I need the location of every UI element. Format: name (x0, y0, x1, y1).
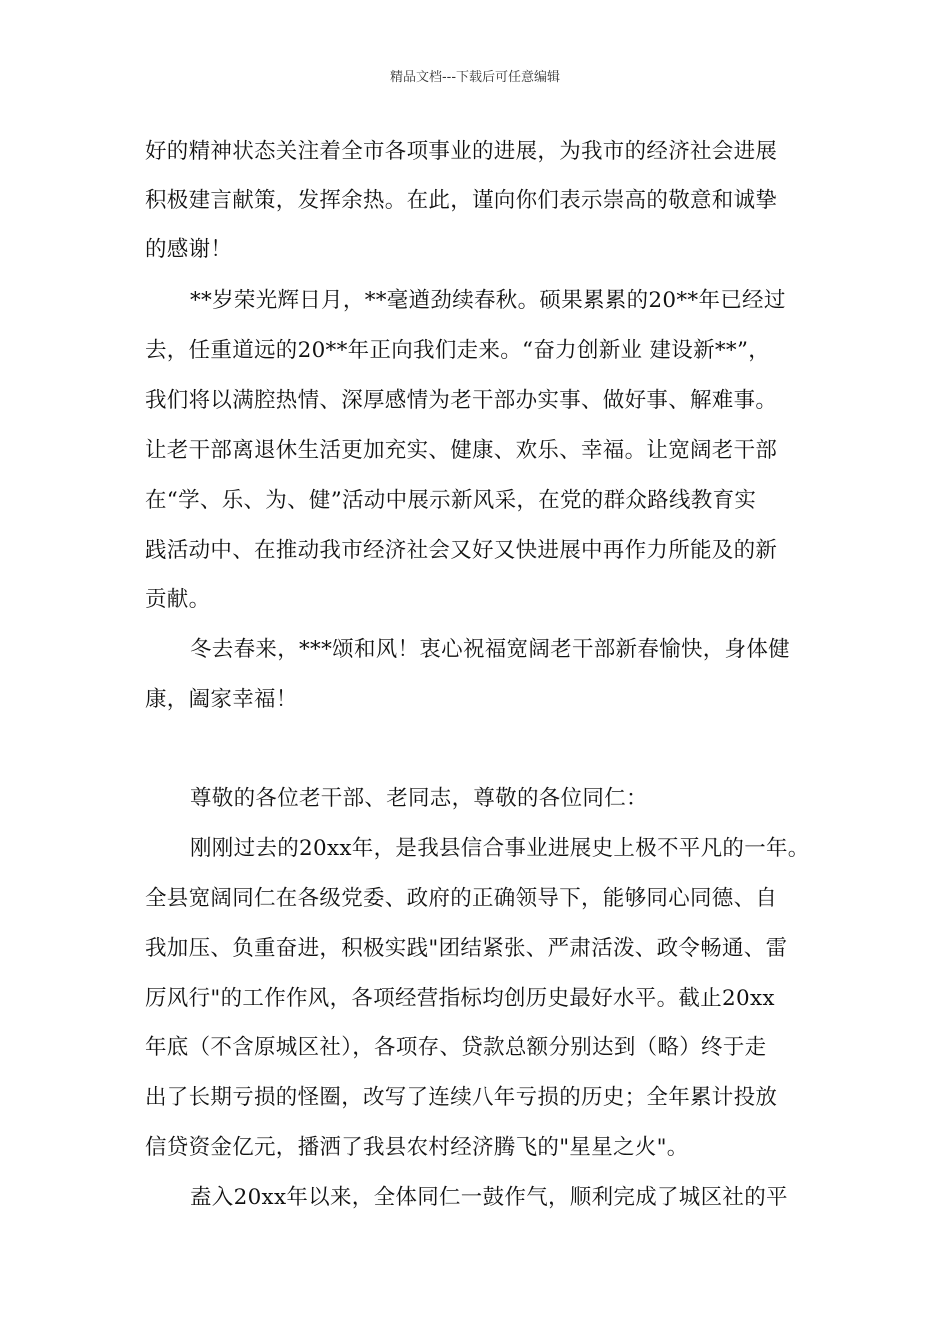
text-line: 年底（不含原城区社），各项存、贷款总额分别达到（略）终于走 (145, 1035, 767, 1060)
text-line: 去，任重道远的20**年正向我们走来。“奋力创新业 建设新**”， (145, 338, 771, 363)
text-line: 刚刚过去的20xx年，是我县信合事业进展史上极不平凡的一年。 (190, 836, 810, 861)
text-line: **岁荣光辉日月，**毫遒劲续春秋。硕果累累的20**年已经过 (190, 288, 786, 313)
text-line: 厉风行"的工作作风，各项经营指标均创历史最好水平。截止20xx (145, 986, 775, 1011)
text-line: 康，阖家幸福！ (145, 687, 298, 712)
text-line: 我加压、负重奋进，积极实践"团结紧张、严肃活泼、政令畅通、雷 (145, 936, 788, 961)
text-line: 在“学、乐、为、健”活动中展示新风采，在党的群众路线教育实 (145, 488, 757, 513)
text-line: 冬去春来，***颂和风！衷心祝福宽阔老干部新春愉快，身体健 (190, 637, 790, 662)
text-line: 全县宽阔同仁在各级党委、政府的正确领导下，能够同心同德、自 (145, 886, 778, 911)
text-line: 积极建言献策，发挥余热。在此，谨向你们表示崇高的敬意和诚挚 (145, 188, 778, 213)
text-line: 好的精神状态关注着全市各项事业的进展，为我市的经济社会进展 (145, 139, 778, 164)
text-line: 出了长期亏损的怪圈，改写了连续八年亏损的历史；全年累计投放 (145, 1085, 778, 1110)
text-line: 践活动中、在推动我市经济社会又好又快进展中再作力所能及的新 (145, 538, 778, 563)
page-header: 精品文档---下载后可任意编辑 (389, 70, 561, 85)
text-line: 我们将以满腔热情、深厚感情为老干部办实事、做好事、解难事。 (145, 388, 778, 413)
text-line: 尊敬的各位老干部、老同志，尊敬的各位同仁： (190, 786, 648, 811)
text-line: 让老干部离退休生活更加充实、健康、欢乐、幸福。让宽阔老干部 (145, 438, 778, 463)
text-line: 贡献。 (145, 587, 211, 612)
text-line: 的感谢！ (145, 237, 233, 262)
text-line: 信贷资金亿元，播洒了我县农村经济腾飞的"星星之火"。 (145, 1135, 689, 1160)
text-line: 盍入20xx年以来，全体同仁一鼓作气，顺利完成了城区社的平 (190, 1185, 788, 1210)
